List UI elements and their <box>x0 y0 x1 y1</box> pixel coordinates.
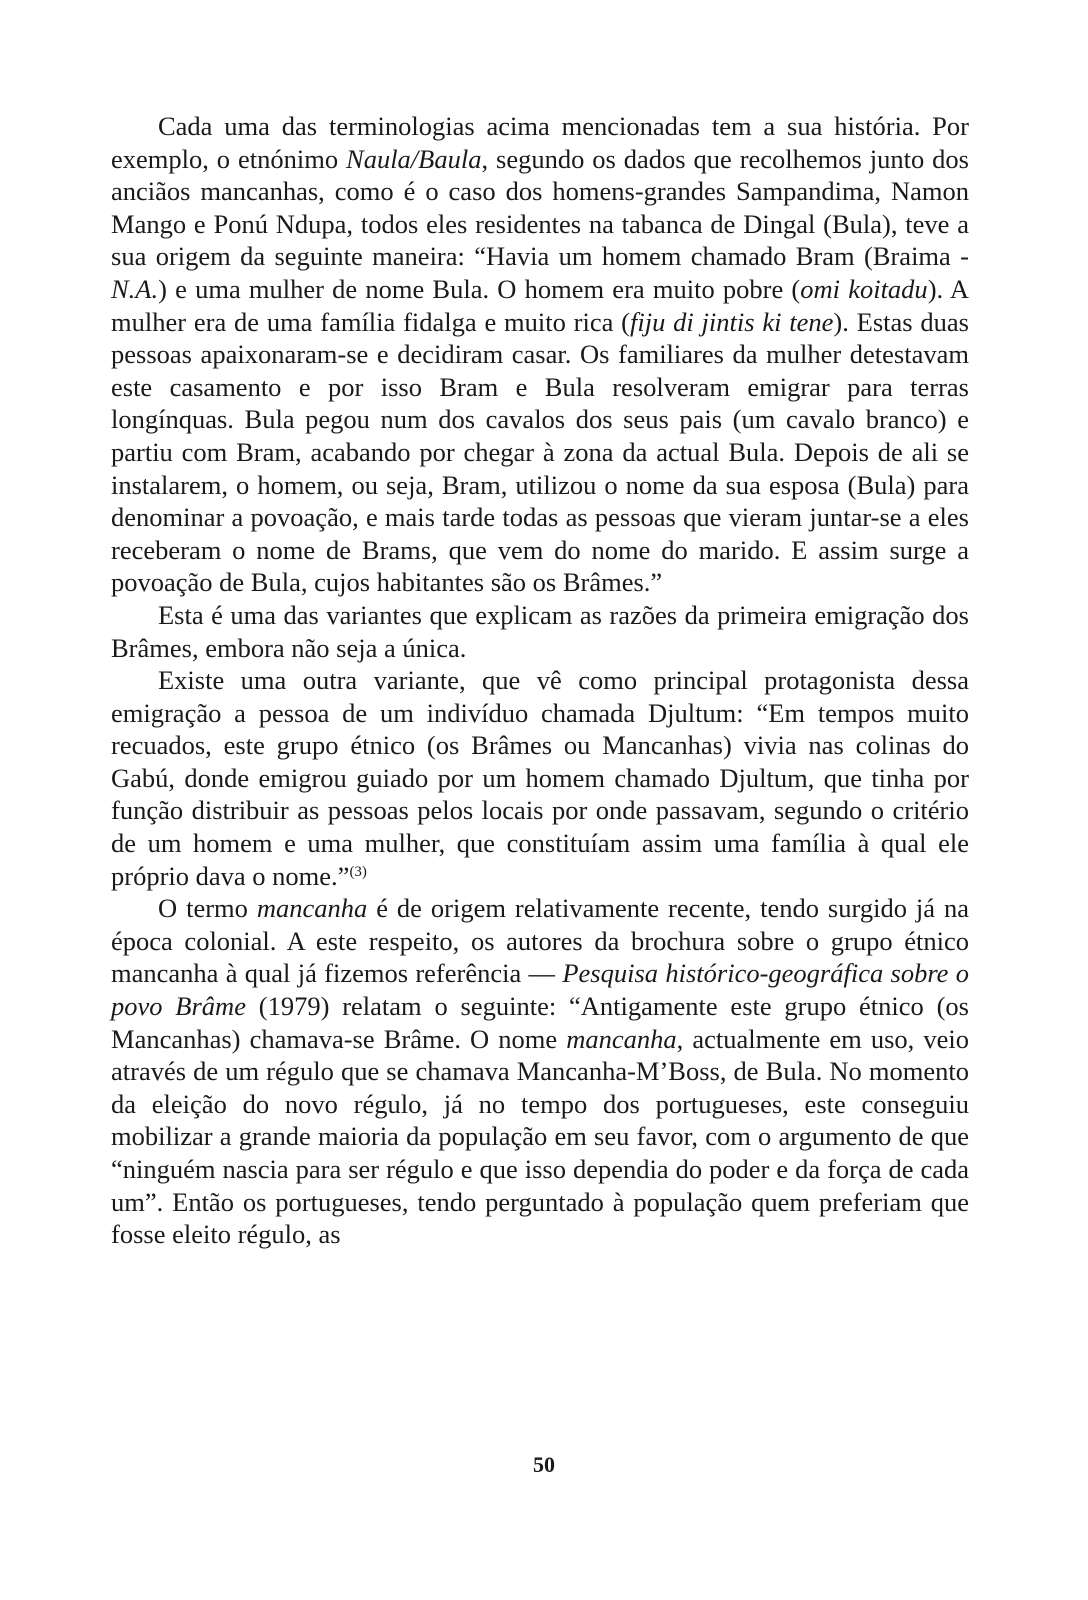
italic-text: mancanha <box>566 1023 677 1054</box>
italic-text: omi koitadu <box>800 273 928 304</box>
footnote-reference: (3) <box>349 863 367 880</box>
text-segment: , segundo os dados que recolhemos junto dos anciãos mancanhas, como é o caso dos homens-grandes Sampandima, Namon Mango e Ponú Ndupa, todos eles residentes na tabanca de Dingal (Bula), teve a sua origem da seguinte maneira: “Havia um homem chamado Bram (Braima - <box>111 143 969 272</box>
text-segment: Esta é uma das variantes que explicam as razões da primeira emigração dos Brâmes, embora não seja a única. <box>111 599 969 663</box>
italic-text: fiju di jintis ki tene <box>630 306 834 337</box>
document-body <box>111 110 969 1251</box>
text-segment: Existe uma outra variante, que vê como principal protagonista dessa emigração a pessoa de um indivíduo chamada Djultum: “Em tempos muito recuados, este grupo étnico (os Brâmes ou Mancanhas) vivia nas colinas do Gabú, donde emigrou guiado por um homem chamado Djultum, que tinha por função distribuir as pessoas pelos locais por onde passavam, segundo o critério de um homem e uma mulher, que constituíam assim uma família à qual ele próprio dava o nome.” <box>111 665 969 891</box>
italic-text: Pesquisa histórico-geográfica sobre o povo Brâme <box>111 958 969 1022</box>
text-segment: é de origem relativamente recente, tendo surgido já na época colonial. A este respeito, os autores da brochura sobre o grupo étnico mancanha à qual já fizemos referência — <box>111 893 969 989</box>
italic-text: Naula/Baula <box>346 143 482 174</box>
paragraph <box>111 599 969 664</box>
text-segment: ). A mulher era de uma família fidalga e muito rica ( <box>111 273 970 337</box>
paragraph <box>111 110 969 599</box>
text-segment: Cada uma das terminologias acima mencionadas tem a sua história. Por exemplo, o etnónimo <box>111 111 969 174</box>
text-segment: (1979) relatam o seguinte: “Antigamente este grupo étnico (os Mancanhas) chamava-se Brâme. O nome <box>111 991 969 1054</box>
italic-text: N.A. <box>111 273 159 304</box>
italic-text: mancanha <box>256 893 368 924</box>
paragraph <box>111 664 969 892</box>
text-segment: ) e uma mulher de nome Bula. O homem era muito pobre ( <box>158 273 801 304</box>
text-segment: O termo <box>158 893 257 924</box>
paragraph <box>111 892 969 1251</box>
page-number: 50 <box>533 1452 555 1477</box>
text-segment: , actualmente em uso, veio através de um régulo que se chamava Mancanha-M’Boss, de Bula. No momento da eleição do novo régulo, já no tempo dos portugueses, este conseguiu mobilizar a grande maioria da população em seu favor, com o argumento de que “ninguém nascia para ser régulo e que isso dependia do poder e da força de cada um”. Então os portugueses, tendo perguntado à população quem preferiam que fosse eleito régulo, as <box>111 1023 969 1250</box>
text-segment: ). Estas duas pessoas apaixonaram-se e decidiram casar. Os familiares da mulher detestavam este casamento e por isso Bram e Bula resolveram emigrar para terras longínquas. Bula pegou num dos cavalos dos seus pais (um cavalo branco) e partiu com Bram, acabando por chegar à zona da actual Bula. Depois de ali se instalarem, o homem, ou seja, Bram, utilizou o nome da sua esposa (Bula) para denominar a povoação, e mais tarde todas as pessoas que vieram juntar-se a eles receberam o nome de Brams, que vem do nome do marido. E assim surge a povoação de Bula, cujos habitantes são os Brâmes.” <box>111 306 969 598</box>
